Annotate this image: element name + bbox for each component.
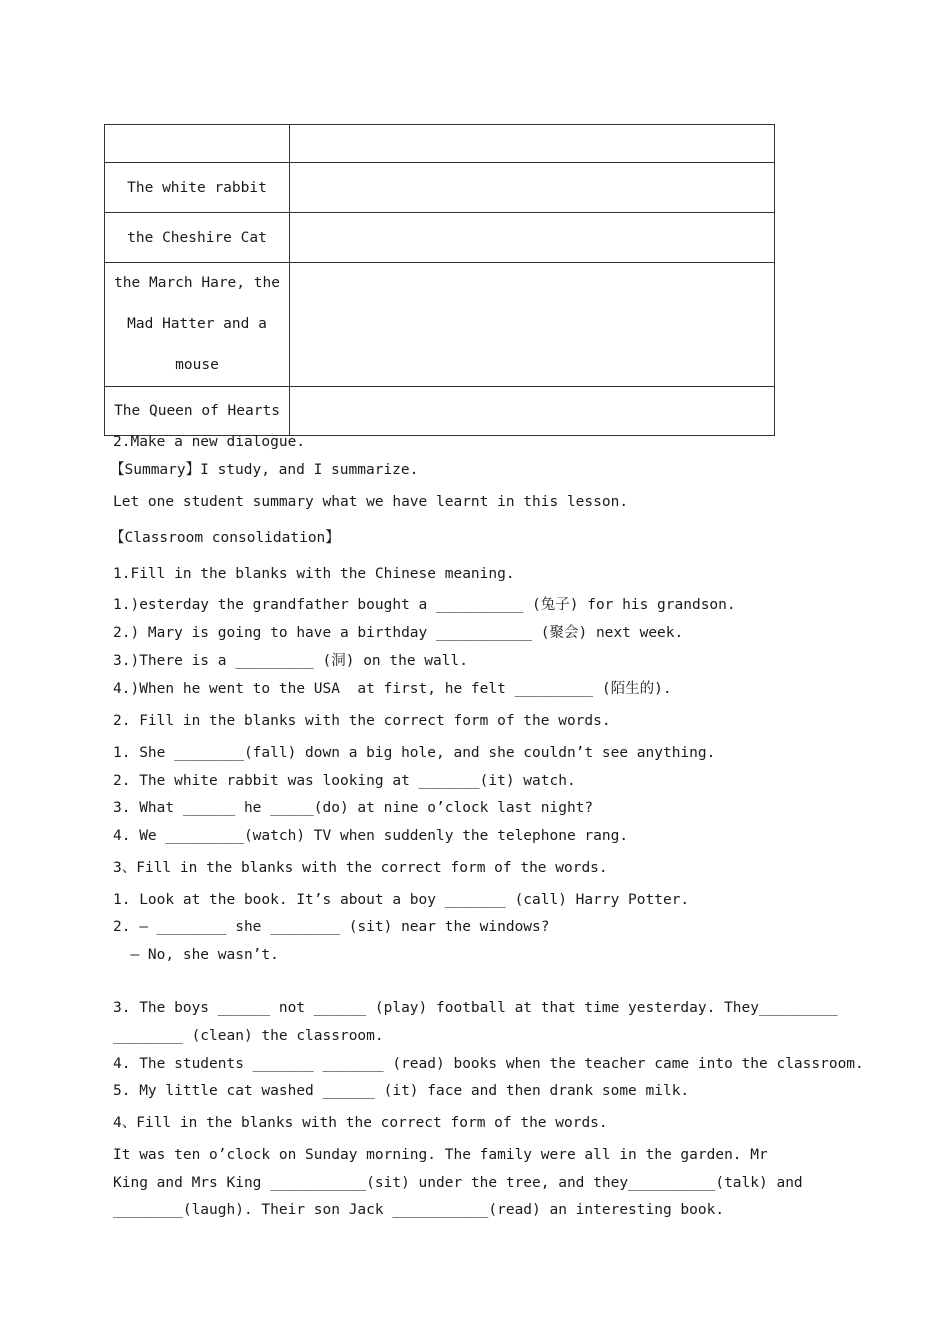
table-row	[105, 387, 775, 436]
passage-line: King and Mrs King ___________(sit) under the tree, and they__________(talk) and	[113, 1175, 803, 1191]
character-description	[290, 263, 775, 387]
passage-line: ________(laugh). Their son Jack ___________(read) an interesting book.	[113, 1202, 725, 1218]
character-name-line: Mad Hatter and a	[127, 316, 267, 332]
character-description	[290, 213, 775, 263]
exercise-question: 5. My little cat washed ______ (it) face and then drank some milk.	[113, 1083, 690, 1099]
table-row	[105, 163, 775, 213]
exercise-question: 4. We _________(watch) TV when suddenly the telephone rang.	[113, 828, 629, 844]
exercise-question: 4. The students _______ _______ (read) books when the teacher came into the classroom.	[113, 1056, 864, 1072]
exercise-question: 4.)When he went to the USA at first, he felt _________ (陌生的).	[113, 681, 672, 697]
character-name	[105, 263, 290, 387]
exercise-question-cont: ________ (clean) the classroom.	[113, 1028, 384, 1044]
passage-line: It was ten o’clock on Sunday morning. The family were all in the garden. Mr	[113, 1147, 768, 1163]
character-name: the Cheshire Cat	[105, 213, 290, 263]
exercise-title: 4、Fill in the blanks with the correct form of the words.	[113, 1115, 608, 1131]
exercise-title: 3、Fill in the blanks with the correct form of the words.	[113, 860, 608, 876]
exercise-question: 2.) Mary is going to have a birthday ___________ (聚会) next week.	[113, 625, 684, 641]
character-description	[290, 163, 775, 213]
table-row	[105, 213, 775, 263]
exercise-question: 3.)There is a _________ (洞) on the wall.	[113, 653, 468, 669]
character-table	[104, 124, 775, 436]
exercise-title: 2. Fill in the blanks with the correct form of the words.	[113, 713, 611, 729]
exercise-question: 2. — ________ she ________ (sit) near the windows?	[113, 919, 550, 935]
exercise-question: 1.)esterday the grandfather bought a __________ (兔子) for his grandson.	[113, 597, 736, 613]
table-header-row	[105, 125, 775, 163]
exercise-answer-line: — No, she wasn’t.	[113, 947, 279, 963]
character-name-line: mouse	[175, 357, 219, 373]
section-heading-summary: 【Summary】I study, and I summarize.	[110, 462, 419, 478]
exercise-question: 3. What ______ he _____(do) at nine o’clock last night?	[113, 800, 594, 816]
task-line: 2.Make a new dialogue.	[113, 434, 306, 450]
table-cell	[105, 125, 290, 163]
table-cell	[290, 125, 775, 163]
character-description	[290, 387, 775, 436]
character-name: The white rabbit	[105, 163, 290, 213]
exercise-question: 3. The boys ______ not ______ (play) football at that time yesterday. They_________	[113, 1000, 838, 1016]
character-name-line: the March Hare, the	[114, 275, 280, 291]
summary-text: Let one student summary what we have learnt in this lesson.	[113, 494, 629, 510]
table-row	[105, 263, 775, 387]
exercise-question: 1. Look at the book. It’s about a boy _______ (call) Harry Potter.	[113, 892, 690, 908]
exercise-question: 1. She ________(fall) down a big hole, and she couldn’t see anything.	[113, 745, 716, 761]
exercise-title: 1.Fill in the blanks with the Chinese meaning.	[113, 566, 515, 582]
exercise-question: 2. The white rabbit was looking at _______(it) watch.	[113, 773, 576, 789]
character-name: The Queen of Hearts	[105, 387, 290, 436]
section-heading-consolidation: 【Classroom consolidation】	[110, 530, 340, 546]
